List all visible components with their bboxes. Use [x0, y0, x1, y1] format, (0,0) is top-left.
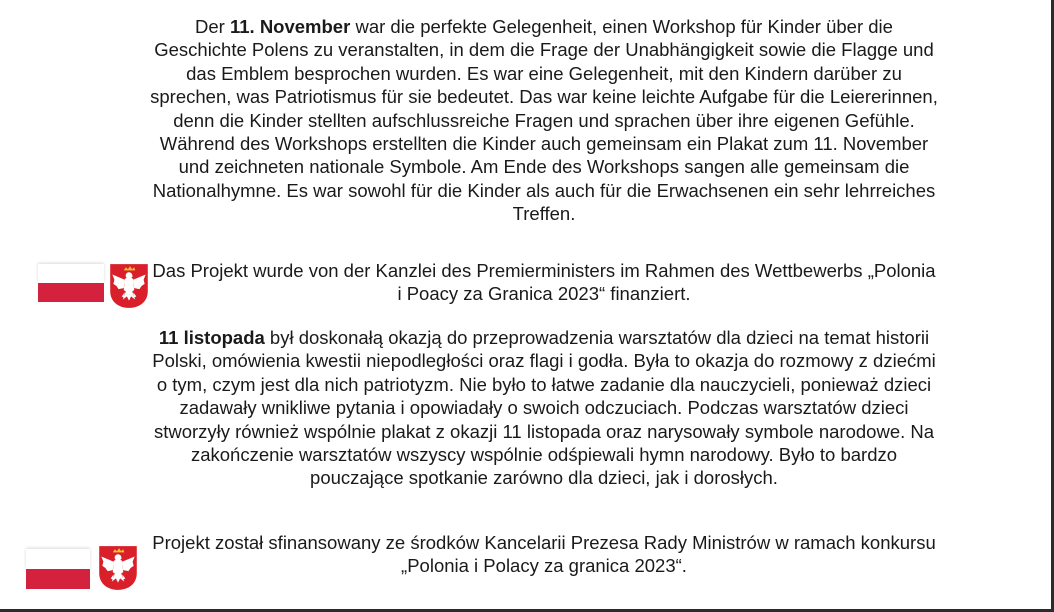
polish-emblem-icon	[106, 262, 152, 310]
german-description-paragraph	[150, 15, 938, 226]
polish-date-highlight: 11 listopada	[158, 327, 265, 348]
polish-description-paragraph	[150, 326, 938, 490]
german-funding-note: Das Projekt wurde von der Kanzlei des Premierministers im Rahmen des Wettbewerbs „Polonia i Poacy za Granica 2023“ finanziert.	[152, 260, 936, 305]
polish-funding-note: Projekt został sfinansowany ze środków Kancelarii Prezesa Rady Ministrów w ramach konkursu „Polonia i Polacy za granica 2023“.	[152, 532, 936, 577]
german-date-highlight: 11. November	[229, 16, 351, 37]
german-intro-text: Der	[195, 16, 230, 37]
german-description-text: war die perfekte Gelegenheit, einen Workshop für Kinder über die Geschichte Polens zu veranstalten, in dem die Frage der Unabhängigkeit sowie die Flagge und das Emblem besprochen wurden. Es war eine Gelegenheit, mit den Kindern darüber zu sprechen, was Patriotismus für sie bedeutet. Das war keine leichte Aufgabe für die Leiererinnen, denn die Kinder stellten aufschlussreiche Fragen und sprachen über ihre eigenen Gefühle. Während des Workshops erstellten die Kinder auch gemeinsam ein Plakat zum 11. November und zeichneten nationale Symbole. Am Ende des Workshops sangen alle gemeinsam die Nationalhymne. Es war sowohl für die Kinder als auch für die Erwachsenen ein sehr lehrreiches Treffen.	[150, 16, 938, 225]
polish-flag-icon	[26, 549, 90, 589]
polish-emblem-icon	[97, 544, 139, 592]
polish-flag-icon	[38, 264, 104, 302]
polish-description-text: był doskonałą okazją do przeprowadzenia warsztatów dla dzieci na temat historii Polski, omówienia kwestii niepodległości oraz flagi i godła. Była to okazja do rozmowy z dziećmi o tym, czym jest dla nich patriotyzm. Nie było to łatwe zadanie dla nauczycieli, ponieważ dzieci zadawały wnikliwe pytania i opowiadały o swoich odczuciach. Podczas warsztatów dzieci stworzyły również wspólnie plakat z okazji 11 listopada oraz narysowały symbole narodowe. Na zakończenie warsztatów wszyscy wspólnie odśpiewali hymn narodowy. Było to bardzo pouczające spotkanie zarówno dla dzieci, jak i dorosłych.	[152, 327, 936, 489]
